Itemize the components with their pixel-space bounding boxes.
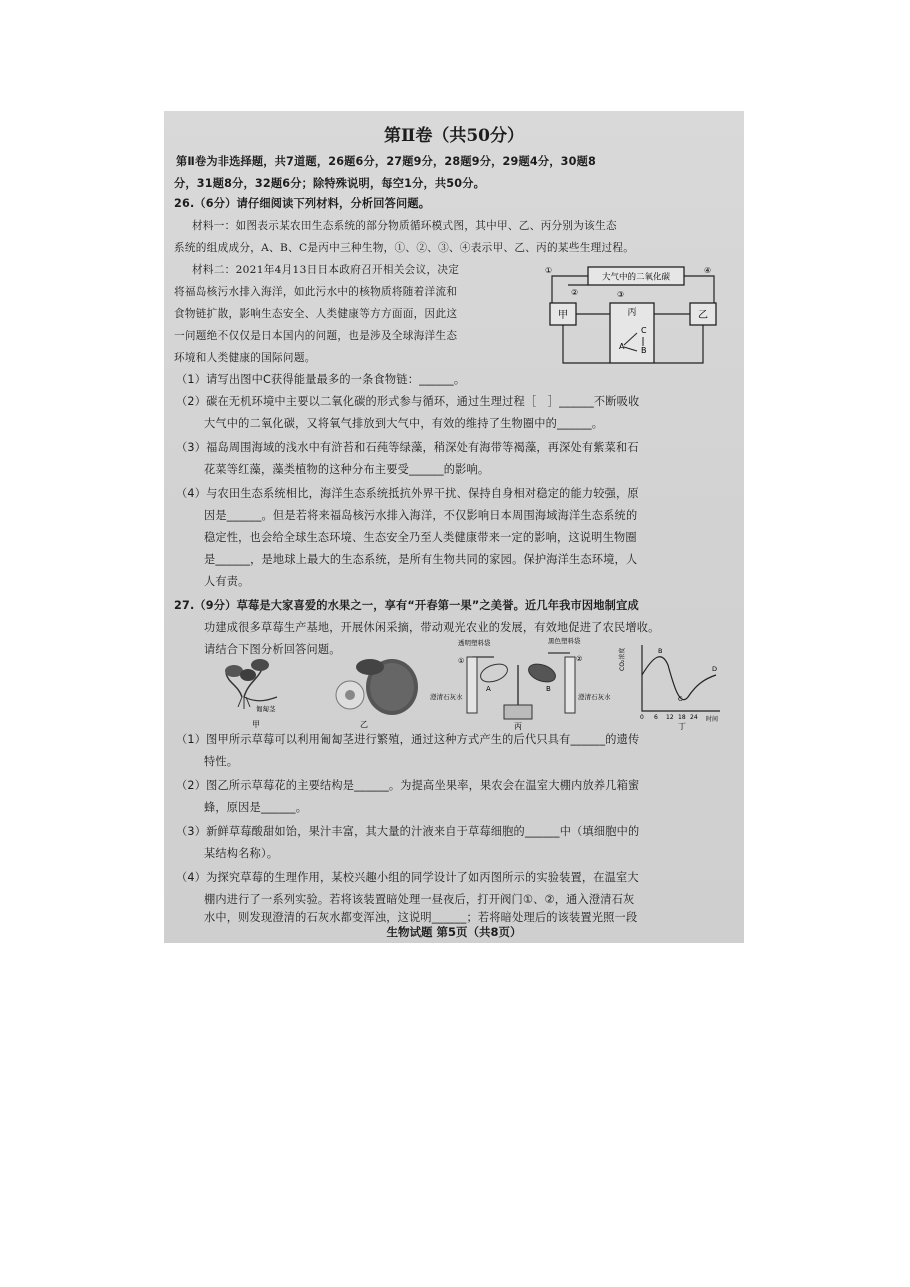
figure-graph-point-c: C [678, 695, 683, 703]
figure-valve-1: ① [458, 657, 465, 665]
q26-question-4-line5: 人有责。 [204, 575, 250, 588]
diagram-jia-label: 甲 [558, 310, 568, 321]
q26-material1-line2: 系统的组成成分，A、B、C是丙中三种生物，①、②、③、④表示甲、乙、丙的某些生理过程。 [174, 242, 635, 254]
diagram-label-b: B [641, 346, 647, 355]
q27-question-1-line2: 特性。 [204, 755, 239, 768]
figure-ding-caption: 丁 [678, 722, 686, 731]
section-title: 第Ⅱ卷（共50分） [384, 126, 524, 146]
figure-jia-caption: 甲 [252, 720, 260, 729]
diagram-process-label-1: ① [545, 266, 553, 275]
diagram-arrow-process-1 [552, 276, 588, 303]
q27-header-line1: 27.（9分）草莓是大家喜爱的水果之一，享有“开春第一果”之美誉。近几年我市因地制宜成 [174, 599, 639, 612]
q27-question-1-line1: （1）图甲所示草莓可以利用匍匐茎进行繁殖，通过这种方式产生的后代只具有______的遗传 [176, 733, 640, 746]
q26-material2-line3: 食物链扩散，影响生态安全、人类健康等方方面面，因此这 [174, 308, 458, 320]
figure-graph-tick-12: 12 [666, 714, 674, 721]
figure-label-b: B [546, 685, 551, 693]
q26-material2-line5: 环境和人类健康的国际问题。 [174, 352, 316, 364]
figure-graph-tick-0: 0 [640, 714, 644, 721]
q27-question-4-line3: 水中，则发现澄清的石灰水都变浑浊，这说明______；若将暗处理后的该装置光照一段 [204, 911, 638, 924]
intro-line-2: 分，31题8分，32题6分；除特殊说明，每空1分，共50分。 [174, 177, 485, 190]
carbon-cycle-diagram [544, 263, 724, 369]
q27-question-3-line1: （3）新鲜草莓酸甜如饴，果汁丰富，其大量的汁液来自于草莓细胞的______中（填细胞中的 [176, 825, 640, 838]
figure-lime-water-right: 澄清石灰水 [578, 693, 611, 701]
intro-line-1: 第Ⅱ卷为非选择题，共7道题，26题6分，27题9分，28题9分，29题4分，30题8 [176, 155, 597, 168]
q26-material2-line4: 一问题绝不仅仅是日本国内的问题，也是涉及全球海洋生态 [174, 330, 458, 342]
q27-header-line3: 请结合下图分析回答问题。 [204, 643, 341, 656]
figure-graph-tick-18: 18 [678, 714, 686, 721]
q26-question-4-line2: 因是______。但是若将来福岛核污水排入海洋，不仅影响日本周围海域海洋生态系统的 [204, 509, 638, 522]
page-footer: 生物试题 第5页（共8页） [386, 925, 522, 939]
figure-graph-point-b: B [658, 647, 663, 655]
q26-question-3-line2: 花菜等红藻，藻类植物的这种分布主要受______的影响。 [204, 463, 490, 476]
figure-yi-strawberry [336, 659, 418, 729]
diagram-label-c: C [641, 326, 647, 335]
figure-jia-plant [225, 659, 277, 729]
diagram-yi-label: 乙 [698, 310, 708, 321]
q27-question-3-line2: 某结构名称）。 [204, 847, 279, 860]
figure-valve-2: ② [576, 655, 583, 663]
q26-header: 26.（6分）请仔细阅读下列材料，分析回答问题。 [174, 197, 431, 210]
diagram-bing-label: 丙 [627, 308, 637, 318]
q26-material2-line1: 材料二：2021年4月13日日本政府召开相关会议，决定 [192, 264, 460, 276]
diagram-process-label-4: ④ [704, 266, 712, 275]
q26-material2-line2: 将福岛核污水排入海洋，如此污水中的核物质将随着洋流和 [174, 286, 458, 298]
diagram-process-label-3: ③ [617, 290, 625, 299]
figure-graph-xlabel: 时间 [706, 716, 719, 723]
q26-question-2-line1: （2）碳在无机环境中主要以二氧化碳的形式参与循环，通过生理过程［ ］______不断吸收 [176, 395, 640, 408]
diagram-atmosphere-label: 大气中的二氧化碳 [601, 272, 671, 283]
figure-bag-black-label: 黑色塑料袋 [548, 637, 581, 645]
figure-jia-runner-label: 匍匐茎 [256, 705, 276, 713]
figure-graph-ylabel: CO₂浓度 [619, 647, 626, 671]
q27-question-2-line2: 蜂，原因是______。 [204, 801, 308, 814]
q26-material1-line1: 材料一：如图表示某农田生态系统的部分物质循环模式图，其中甲、乙、丙分别为该生态 [192, 220, 617, 232]
q26-question-4-line3: 稳定性，也会给全球生态环境、生态安全乃至人类健康带来一定的影响，这说明生物圈 [204, 531, 637, 544]
figure-bing-apparatus [430, 636, 611, 731]
diagram-label-a: A [619, 342, 625, 351]
q26-question-1: （1）请写出图中C获得能量最多的一条食物链：______。 [176, 373, 466, 386]
figure-label-a: A [486, 685, 491, 693]
figure-yi-caption: 乙 [360, 720, 368, 729]
strawberry-figure [222, 635, 732, 731]
q26-question-3-line1: （3）福岛周围海域的浅水中有浒苔和石莼等绿藻，稍深处有海带等褐藻，再深处有紫菜和石 [176, 441, 639, 454]
q27-question-4-line1: （4）为探究草莓的生理作用，某校兴趣小组的同学设计了如丙图所示的实验装置，在温室大 [176, 871, 639, 884]
figure-graph-tick-24: 24 [690, 714, 698, 721]
figure-graph-tick-6: 6 [654, 714, 658, 721]
figure-lime-water-left: 澄清石灰水 [430, 693, 463, 701]
figure-graph-point-d: D [712, 665, 718, 673]
diagram-arrow-process-4 [684, 276, 714, 303]
diagram-arrow-jia-bottom [563, 325, 610, 363]
q27-header-line2: 功建成很多草莓生产基地，开展休闲采摘，带动观光农业的发展，有效地促进了农民增收。 [204, 621, 660, 634]
q26-question-4-line1: （4）与农田生态系统相比，海洋生态系统抵抗外界干扰、保持自身相对稳定的能力较强，原 [176, 487, 639, 500]
q27-question-2-line1: （2）图乙所示草莓花的主要结构是______。为提高坐果率，果农会在温室大棚内放养几箱蜜 [176, 779, 640, 792]
q26-question-2-line2: 大气中的二氧化碳，又将氧气排放到大气中，有效的维持了生物圈中的______。 [204, 417, 604, 430]
figure-ding-graph [618, 645, 720, 731]
figure-bag-transparent-label: 透明塑料袋 [458, 639, 491, 647]
exam-page [164, 111, 744, 943]
q26-question-4-line4: 是______，是地球上最大的生态系统，是所有生物共同的家园。保护海洋生态环境，人 [204, 553, 638, 566]
figure-bing-caption: 丙 [514, 722, 522, 731]
diagram-process-label-2: ② [571, 288, 579, 297]
q27-question-4-line2: 棚内进行了一系列实验。若将该装置暗处理一昼夜后，打开阀门①、②，通入澄清石灰 [204, 893, 635, 906]
diagram-arrow-bottom-yi [654, 325, 703, 363]
